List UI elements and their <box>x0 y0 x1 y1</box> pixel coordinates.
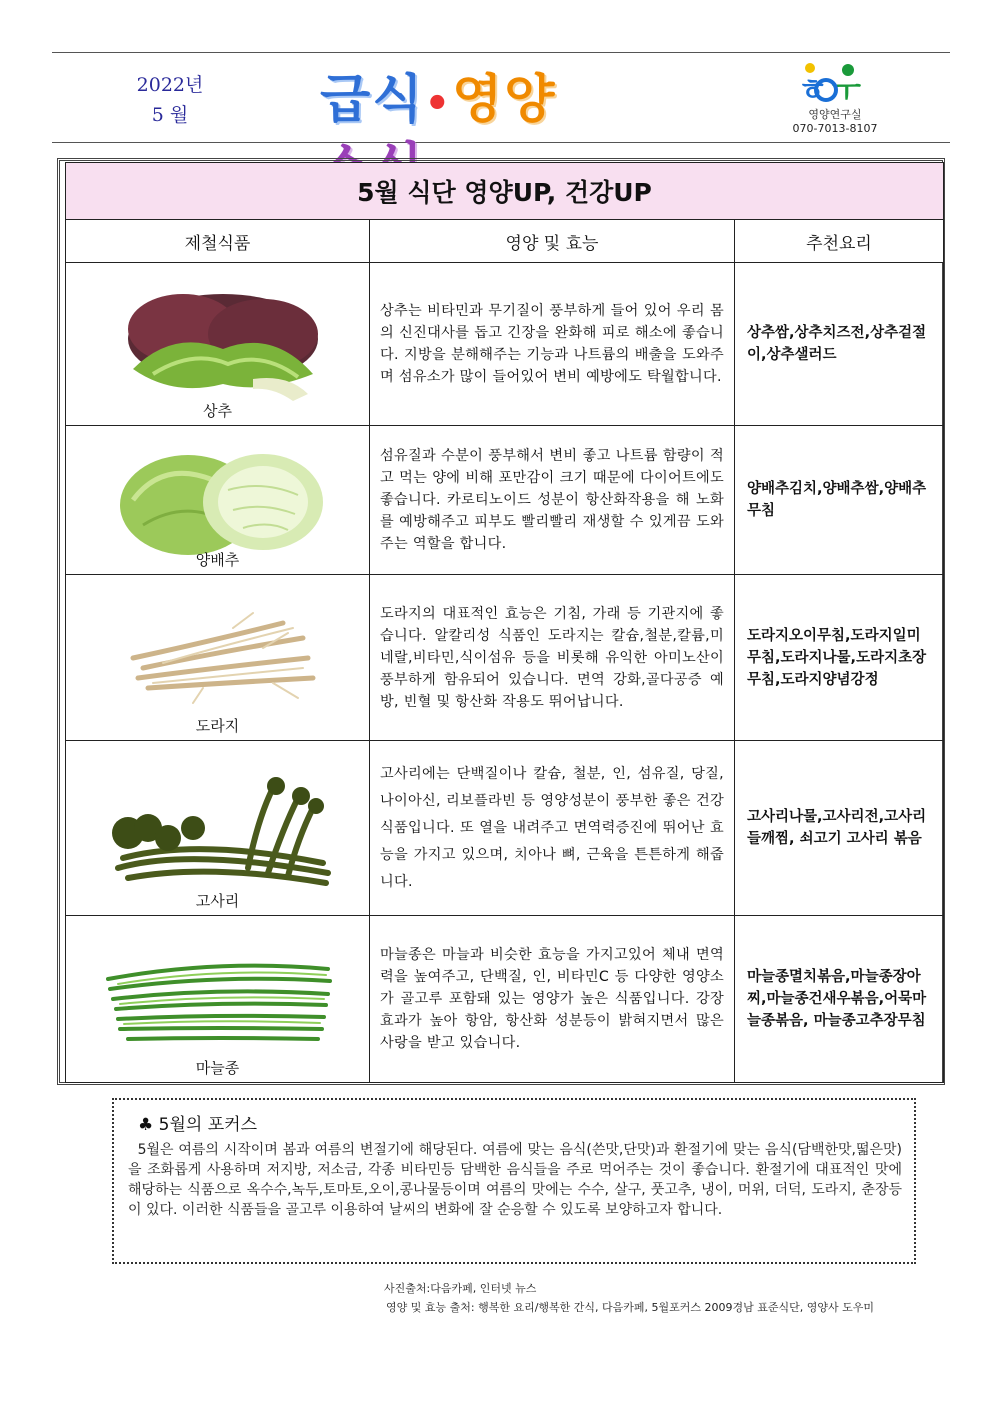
garlic-scape-icon <box>98 939 338 1059</box>
food-name: 양배추 <box>195 551 240 569</box>
focus-title: 5월의 포커스 <box>158 1115 257 1135</box>
food-name: 고사리 <box>195 892 240 910</box>
table-row <box>66 916 944 1083</box>
food-picture-cell <box>66 575 370 741</box>
column-header-food: 제철식품 <box>66 220 370 263</box>
food-name: 도라지 <box>195 717 240 735</box>
issue-month: 5 월 <box>151 104 189 126</box>
table-row <box>66 575 944 741</box>
newsletter-banner-title <box>320 68 670 132</box>
food-name: 마늘종 <box>195 1059 240 1077</box>
lab-name: 영양연구실 <box>808 108 862 121</box>
issue-date <box>110 70 230 130</box>
banner-word-meal: 급식 <box>320 70 425 130</box>
lettuce-icon <box>103 279 333 409</box>
column-header-nutrition: 영양 및 효능 <box>370 220 735 263</box>
table-row <box>66 426 944 575</box>
svg-text:ㅎ: ㅎ <box>798 73 827 106</box>
recommended-dishes: 상추쌈,상추치즈전,상추겉절이,상추샐러드 <box>735 263 944 426</box>
focus-text: 5월은 여름의 시작이며 봄과 여름의 변절기에 해당된다. 여름에 맞는 음식(쓴맛,단맛)과 환절기에 맞는 음식(담백한맛,떫은맛)을 조화롭게 사용하며 저지방, 저소금, 각종 비타민등 담백한 음식들을 주로 먹어주는 것이 좋습니다. 환절기에 대표적인 맛에 해당하는 식품으로 옥수수,녹두,토마토,오이,콩나물등이며 여름의 맛에는 수수, 살구, 풋고추, 냉이, 머위, 더덕, 도라지, 춘장등이 있다. 이러한 식품들을 골고루 이용하여 날씨의 변화에 잘 순응할 수 있도록 보양하고자 합니다. <box>128 1142 902 1218</box>
nutrition-description: 마늘종은 마늘과 비슷한 효능을 가지고있어 체내 면역력을 높여주고, 단백질, 인, 비타민C 등 다양한 영양소가 골고루 포함돼 있는 영양가 높은 식품입니다. 강장효과가 높아 항암, 항산화 성분등이 밝혀지면서 많은 사랑을 받고 있습니다. <box>370 916 735 1083</box>
recommended-dishes: 마늘종멸치볶음,마늘종장아찌,마늘종건새우볶음,어묵마늘종볶음, 마늘종고추장무침 <box>735 916 944 1083</box>
table-row <box>66 741 944 916</box>
nutrition-description: 고사리에는 단백질이나 칼슘, 철분, 인, 섬유질, 당질, 나이아신, 리보플라빈 등 영양성분이 풍부한 좋은 건강식품입니다. 또 열을 내려주고 면역력증진에 뛰어난 효능을 가지고 있으며, 치아나 뼈, 근육을 튼튼하게 해줍니다. <box>370 741 735 916</box>
food-picture-cell <box>66 426 370 575</box>
food-picture-cell <box>66 741 370 916</box>
focus-heading <box>138 1110 257 1135</box>
table-title: 5월 식단 영양UP, 건강UP <box>66 163 944 220</box>
food-picture-cell <box>66 916 370 1083</box>
recommended-dishes: 도라지오이무침,도라지일미무침,도라지나물,도라지초장무침,도라지양념강정 <box>735 575 944 741</box>
bracken-icon <box>98 758 338 898</box>
photo-source: 사진출처:다음카페, 인터넷 뉴스 <box>384 1282 537 1295</box>
banner-word-nutrition: 영양 <box>452 70 557 130</box>
svg-text:ㅜ: ㅜ <box>832 75 861 106</box>
monthly-focus-box <box>112 1098 916 1264</box>
seasonal-food-table <box>65 162 944 1083</box>
column-header-dishes: 추천요리 <box>735 220 944 263</box>
table-row <box>66 263 944 426</box>
nutrition-description: 상추는 비타민과 무기질이 풍부하게 들어 있어 우리 몸의 신진대사를 돕고 긴장을 완화해 피로 해소에 좋습니다. 지방을 분해해주는 기능과 나트륨의 배출을 도와주며 섬유소가 많이 들어있어 변비 예방에도 탁월합니다. <box>370 263 735 426</box>
food-picture-cell <box>66 263 370 426</box>
nutrition-description: 섬유질과 수분이 풍부해서 변비 좋고 나트륨 함량이 적고 먹는 양에 비해 포만감이 크기 때문에 다이어트에도 좋습니다. 카로티노이드 성분이 항산화작용을 해 노화를 예방해주고 피부도 빨리빨리 재생할 수 있게끔 도와주는 역할을 합니다. <box>370 426 735 575</box>
recommended-dishes: 고사리나물,고사리전,고사리 들깨찜, 쇠고기 고사리 볶음 <box>735 741 944 916</box>
header-bottom-rule <box>52 142 950 143</box>
lab-info <box>770 108 900 136</box>
club-icon: ♣ <box>138 1115 154 1135</box>
cabbage-icon <box>103 440 333 560</box>
nutrition-source: 영양 및 효능 출처: 행복한 요리/행복한 간식, 다음카페, 5월포커스 2009경남 표준식단, 영양사 도우미 <box>386 1301 875 1314</box>
nutrition-description: 도라지의 대표적인 효능은 기침, 가래 등 기관지에 좋습니다. 알칼리성 식품인 도라지는 칼슘,철분,칼륨,미네랄,비타민,식이섬유 등을 비롯해 유익한 아미노산이 풍부하게 함유되어 있습니다. 면역 강화,골다공증 예방, 빈혈 및 항산화 작용도 뛰어납니다. <box>370 575 735 741</box>
bellflower-root-icon <box>103 598 333 718</box>
lab-phone: 070-7013-8107 <box>792 122 878 135</box>
school-logo-icon <box>796 60 876 106</box>
banner-dot: • <box>424 81 453 127</box>
top-rule <box>52 52 950 53</box>
issue-year: 2022년 <box>136 74 204 96</box>
recommended-dishes: 양배추김치,양배추쌈,양배추무침 <box>735 426 944 575</box>
focus-body <box>128 1140 902 1220</box>
food-name: 상추 <box>203 402 232 420</box>
